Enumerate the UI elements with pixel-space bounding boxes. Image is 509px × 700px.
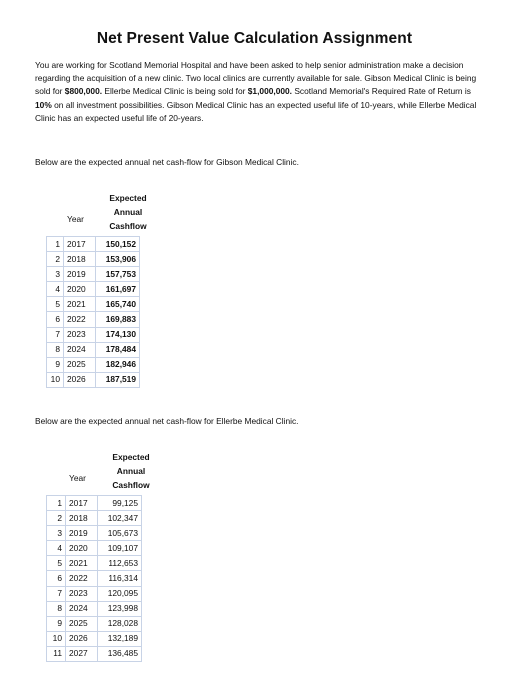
row-index: 9 — [47, 616, 66, 631]
ellerbe-table-row — [47, 496, 142, 511]
ellerbe-table-row — [47, 631, 142, 646]
ellerbe-table-row — [47, 541, 142, 556]
ellerbe-table-row — [47, 511, 142, 526]
row-cashflow: 165,740 — [96, 297, 140, 312]
ellerbe-table-row — [47, 556, 142, 571]
gibson-header-line1: Expected — [109, 193, 147, 203]
row-cashflow: 136,485 — [98, 646, 142, 661]
row-year: 2021 — [66, 556, 98, 571]
row-index: 10 — [47, 631, 66, 646]
ellerbe-price: $1,000,000. — [247, 86, 293, 97]
row-cashflow: 150,152 — [96, 237, 140, 252]
gibson-table-row — [47, 237, 140, 252]
row-cashflow: 161,697 — [96, 282, 140, 297]
row-cashflow: 174,130 — [96, 327, 140, 342]
row-index: 5 — [47, 297, 64, 312]
row-year: 2022 — [64, 312, 96, 327]
row-year: 2025 — [64, 357, 96, 372]
row-index: 6 — [47, 571, 66, 586]
gibson-table-row — [47, 372, 140, 387]
ellerbe-table-row — [47, 601, 142, 616]
row-index: 3 — [47, 526, 66, 541]
row-cashflow: 182,946 — [96, 357, 140, 372]
row-year: 2019 — [64, 267, 96, 282]
row-index: 5 — [47, 556, 66, 571]
ellerbe-table-row — [47, 571, 142, 586]
row-cashflow: 109,107 — [98, 541, 142, 556]
row-cashflow: 169,883 — [96, 312, 140, 327]
row-index: 8 — [47, 342, 64, 357]
gibson-price: $800,000. — [64, 86, 103, 97]
ellerbe-table-row — [47, 616, 142, 631]
row-cashflow: 105,673 — [98, 526, 142, 541]
row-cashflow: 120,095 — [98, 586, 142, 601]
para-text-2: Ellerbe Medical Clinic is being sold for — [102, 86, 248, 97]
gibson-cashflow-table — [46, 236, 140, 388]
ellerbe-year-header: Year — [69, 473, 86, 483]
row-cashflow: 99,125 — [98, 496, 142, 511]
gibson-table-row — [47, 267, 140, 282]
row-cashflow: 132,189 — [98, 631, 142, 646]
row-index: 8 — [47, 601, 66, 616]
row-index: 7 — [47, 586, 66, 601]
gibson-table-row — [47, 282, 140, 297]
row-year: 2023 — [66, 586, 98, 601]
row-index: 4 — [47, 282, 64, 297]
row-cashflow: 128,028 — [98, 616, 142, 631]
row-index: 7 — [47, 327, 64, 342]
para-text-1: You are working for Scotland Memorial Hospital and have been asked to help senior administration make a decision regarding the acquisition of a new clinic. Two local clinics are currently available for sale. Gibson Medical Clinic is being sold for — [35, 60, 477, 97]
gibson-table-row — [47, 357, 140, 372]
row-year: 2025 — [66, 616, 98, 631]
row-year: 2020 — [66, 541, 98, 556]
row-cashflow: 178,484 — [96, 342, 140, 357]
ellerbe-header-line1: Expected — [112, 452, 150, 462]
gibson-year-header: Year — [67, 214, 84, 224]
row-year: 2020 — [64, 282, 96, 297]
para-text-3: Scotland Memorial's Required Rate of Return is — [292, 86, 471, 97]
row-cashflow: 102,347 — [98, 511, 142, 526]
ellerbe-table-row — [47, 526, 142, 541]
assignment-paragraph — [35, 59, 483, 125]
row-cashflow: 157,753 — [96, 267, 140, 282]
gibson-table-row — [47, 327, 140, 342]
gibson-table-row — [47, 312, 140, 327]
row-year: 2024 — [64, 342, 96, 357]
gibson-table-row — [47, 252, 140, 267]
row-year: 2024 — [66, 601, 98, 616]
row-year: 2022 — [66, 571, 98, 586]
gibson-intro: Below are the expected annual net cash-flow for Gibson Medical Clinic. — [35, 157, 299, 167]
row-index: 3 — [47, 267, 64, 282]
gibson-table-row — [47, 297, 140, 312]
row-index: 4 — [47, 541, 66, 556]
row-year: 2027 — [66, 646, 98, 661]
row-index: 10 — [47, 372, 64, 387]
row-year: 2019 — [66, 526, 98, 541]
ellerbe-header-line2: Annual — [116, 466, 146, 476]
ellerbe-table-row — [47, 586, 142, 601]
required-rate: 10% — [35, 99, 52, 110]
row-cashflow: 153,906 — [96, 252, 140, 267]
para-text-4: on all investment possibilities. Gibson Medical Clinic has an expected useful life of 10-years, while Ellerbe Medical Clinic has an expected useful life of 20-years. — [35, 99, 477, 123]
row-year: 2026 — [66, 631, 98, 646]
row-cashflow: 187,519 — [96, 372, 140, 387]
ellerbe-cashflow-header — [101, 450, 161, 492]
row-cashflow: 116,314 — [98, 571, 142, 586]
row-year: 2026 — [64, 372, 96, 387]
row-year: 2023 — [64, 327, 96, 342]
row-index: 1 — [47, 237, 64, 252]
page-title: Net Present Value Calculation Assignment — [96, 30, 413, 47]
row-index: 9 — [47, 357, 64, 372]
gibson-header-line2: Annual — [113, 207, 143, 217]
gibson-cashflow-header — [98, 191, 158, 233]
ellerbe-header-line3: Cashflow — [112, 480, 150, 490]
ellerbe-intro: Below are the expected annual net cash-flow for Ellerbe Medical Clinic. — [35, 416, 299, 426]
row-cashflow: 112,653 — [98, 556, 142, 571]
row-index: 11 — [47, 646, 66, 661]
gibson-table-row — [47, 342, 140, 357]
row-index: 2 — [47, 511, 66, 526]
row-year: 2017 — [66, 496, 98, 511]
row-year: 2017 — [64, 237, 96, 252]
row-year: 2018 — [64, 252, 96, 267]
row-year: 2018 — [66, 511, 98, 526]
ellerbe-cashflow-table — [46, 495, 142, 662]
ellerbe-table-row — [47, 646, 142, 661]
gibson-header-line3: Cashflow — [109, 221, 147, 231]
row-cashflow: 123,998 — [98, 601, 142, 616]
row-index: 1 — [47, 496, 66, 511]
row-index: 2 — [47, 252, 64, 267]
row-year: 2021 — [64, 297, 96, 312]
row-index: 6 — [47, 312, 64, 327]
